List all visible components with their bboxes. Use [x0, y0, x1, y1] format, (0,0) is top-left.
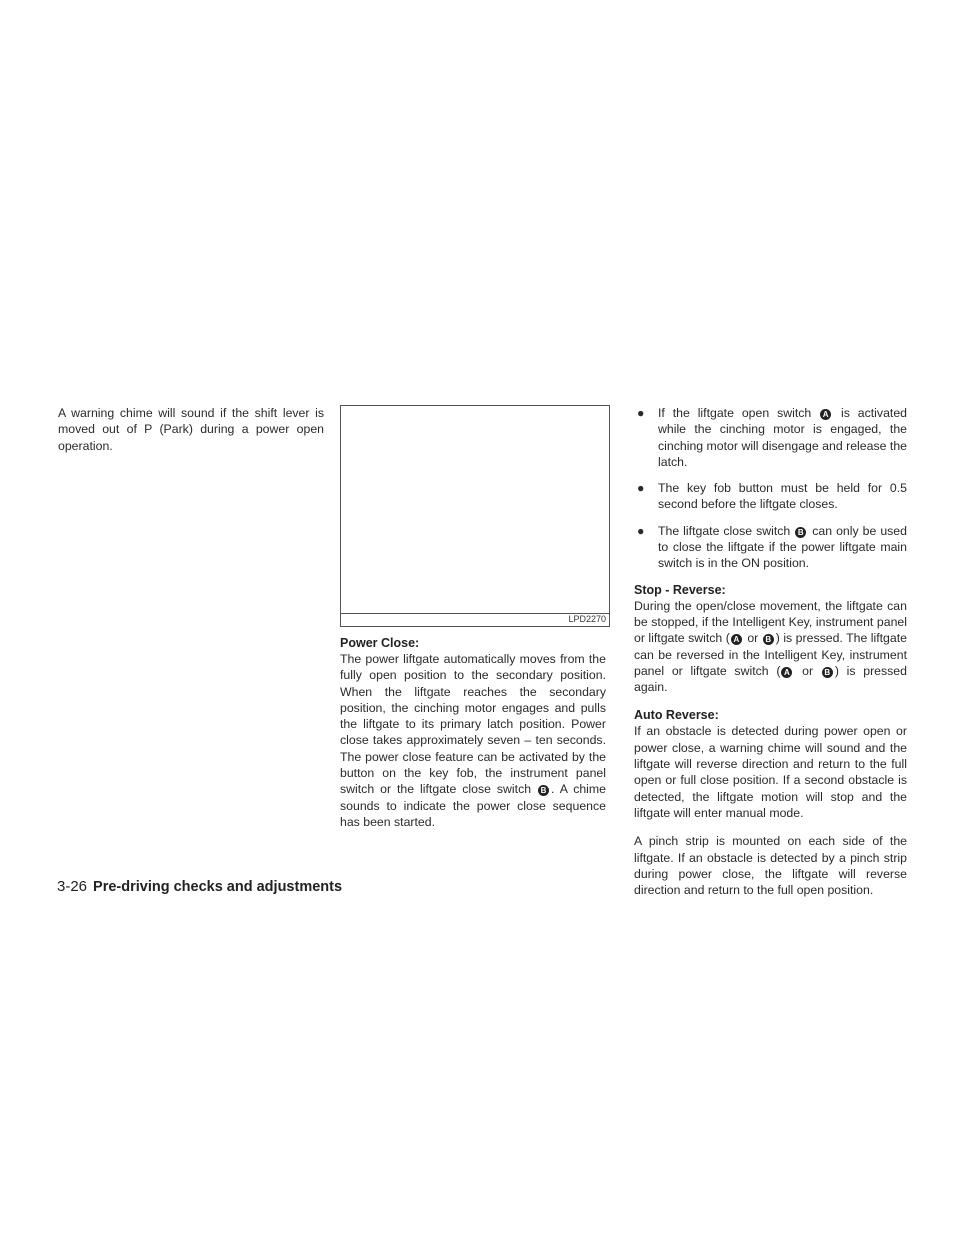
auto-reverse-text: If an obstacle is detected during power open or power close, a warning chime will sound and the liftgate will reverse direction and return to the full open or full close position. If a second obstacle is detected, the liftgate motion will stop and the liftgate will enter manual mode.	[634, 724, 907, 820]
pinch-strip-text: A pinch strip is mounted on each side of the liftgate. If an obstacle is detected by a pinch strip during power close, the liftgate will reverse direction and return to the full open position.	[634, 834, 907, 898]
switch-a-icon: A	[781, 667, 792, 678]
switch-b-icon: B	[822, 667, 833, 678]
stop-reverse-heading: Stop - Reverse:	[634, 582, 726, 597]
middle-column	[340, 405, 606, 842]
switch-b-icon: B	[763, 634, 774, 645]
illustration-figure	[340, 405, 610, 627]
power-close-heading: Power Close:	[340, 636, 420, 650]
list-item: ● The key fob button must be held for 0.5 second before the liftgate closes.	[637, 481, 907, 512]
stop-reverse-text: During the open/close movement, the liftgate can be stopped, if the Intelligent Key, instrument panel or liftgate switch ( A or B ) is pressed. The liftgate can be reversed in the Intelligent Key, instrument panel or liftgate switch ( A or B ) is pressed again.	[634, 598, 907, 695]
right-column	[634, 405, 907, 910]
switch-a-icon: A	[820, 409, 831, 420]
cinching-notes-list	[634, 405, 907, 572]
figure-label: LPD2270	[568, 614, 606, 624]
page-footer	[57, 878, 342, 896]
power-close-text: The power liftgate automatically moves from the fully open position to the secondary position. When the liftgate reaches the secondary position, the cinching motor engages and pulls the liftgate to its primary latch position. Power close takes approximately seven – ten seconds. The power close feature can be activated by the button on the key fob, the instrument panel switch or the liftgate close switch B . A chime sounds to indicate the power close sequence has been started.	[340, 652, 607, 829]
section-title: Pre-driving checks and adjustments	[93, 879, 343, 895]
list-item: ● The liftgate close switch B can only be used to close the liftgate if the power liftgate main switch is in the ON position.	[637, 523, 907, 571]
shift-lever-warning-text: A warning chime will sound if the shift lever is moved out of P (Park) during a power open operation.	[58, 406, 324, 453]
left-column	[58, 405, 324, 466]
switch-b-icon: B	[538, 785, 549, 796]
switch-a-icon: A	[731, 634, 742, 645]
list-item: ● If the liftgate open switch A is activated while the cinching motor is engaged, the cinching motor will disengage and release the latch.	[637, 406, 907, 469]
page-number: 3-26	[57, 878, 88, 895]
auto-reverse-heading: Auto Reverse:	[634, 708, 719, 723]
switch-b-icon: B	[795, 527, 806, 538]
